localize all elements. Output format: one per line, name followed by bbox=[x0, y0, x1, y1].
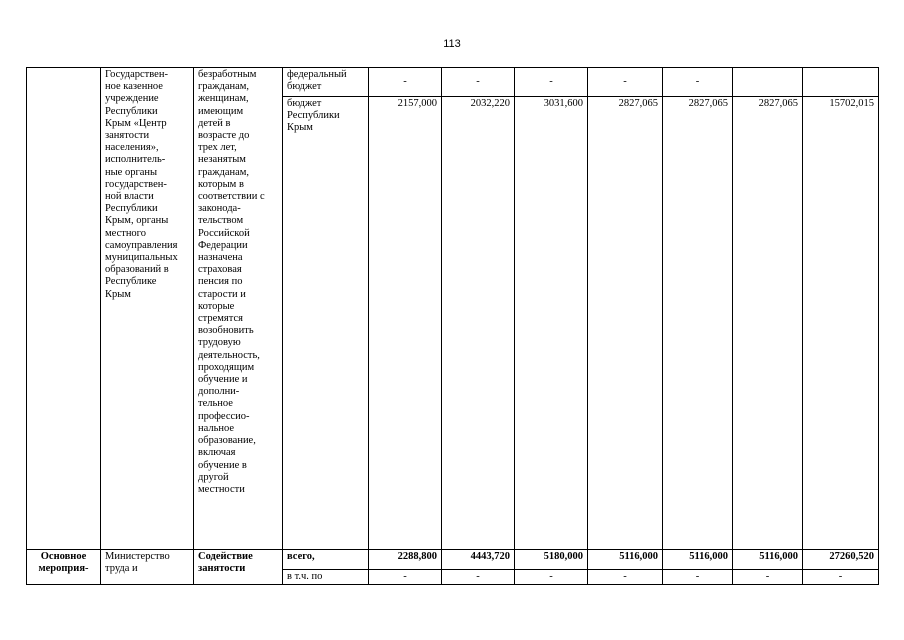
cell-value: - bbox=[663, 68, 733, 97]
cell-value: - bbox=[369, 68, 442, 97]
cell-source-including: в т.ч. по bbox=[283, 570, 369, 585]
cell-value: - bbox=[442, 68, 515, 97]
cell-value: 15702,015 bbox=[803, 97, 879, 550]
cell-value bbox=[803, 68, 879, 97]
cell-value: 2288,800 bbox=[369, 550, 442, 570]
cell-executor-2 bbox=[101, 550, 194, 585]
cell-executor bbox=[101, 68, 194, 550]
cell-source-federal bbox=[283, 68, 369, 97]
cell-value: - bbox=[733, 570, 803, 585]
row-total bbox=[27, 550, 879, 570]
cell-value: 2157,000 bbox=[369, 97, 442, 550]
cell-value: 2827,065 bbox=[663, 97, 733, 550]
cell-value: - bbox=[442, 570, 515, 585]
cell-value: 4443,720 bbox=[442, 550, 515, 570]
executor-2-text: Министерство труда и bbox=[105, 551, 170, 575]
page-number: 113 bbox=[443, 38, 461, 50]
cell-value bbox=[733, 68, 803, 97]
row-federal-budget bbox=[27, 68, 879, 97]
cell-value: 2032,220 bbox=[442, 97, 515, 550]
cell-value: 5116,000 bbox=[588, 550, 663, 570]
cell-measure bbox=[194, 68, 283, 550]
source-federal-text: федеральный бюджет bbox=[287, 69, 347, 93]
cell-main-event-label bbox=[27, 550, 101, 585]
cell-value: - bbox=[515, 570, 588, 585]
cell-value: 5116,000 bbox=[733, 550, 803, 570]
main-event-label: Основное мероприя- bbox=[38, 551, 89, 575]
cell-value: 3031,600 bbox=[515, 97, 588, 550]
cell-value: 2827,065 bbox=[733, 97, 803, 550]
cell-value: 27260,520 bbox=[803, 550, 879, 570]
measure-text: безработным гражданам, женщинам, имеющим детей в возрасте до трех лет, незанятым гражданам, которым в соответствии с законода- тельством Российской Федерации назначена страховая пенсия по старости и которые стремятся возобновить трудовую деятельность, проходящим обучение и дополни- тельное профессио- нальное образование, включая обучение в другой местности bbox=[198, 69, 265, 495]
cell-value: - bbox=[663, 570, 733, 585]
measure-2-text: Содействие занятости bbox=[198, 551, 253, 575]
cell-value: - bbox=[803, 570, 879, 585]
cell-value: - bbox=[588, 68, 663, 97]
cell-measure-2 bbox=[194, 550, 283, 585]
cell-main-event-empty bbox=[27, 68, 101, 550]
cell-source-total: всего, bbox=[283, 550, 369, 570]
budget-table bbox=[26, 67, 879, 585]
cell-value: - bbox=[588, 570, 663, 585]
cell-value: - bbox=[515, 68, 588, 97]
cell-value: - bbox=[369, 570, 442, 585]
cell-value: 5180,000 bbox=[515, 550, 588, 570]
source-republic-text: бюджет Республики Крым bbox=[287, 98, 340, 134]
cell-value: 2827,065 bbox=[588, 97, 663, 550]
cell-source-republic bbox=[283, 97, 369, 550]
executor-text: Государствен- ное казенное учреждение Республики Крым «Центр занятости населения», исполнитель- ные органы государствен- ной власти Республики Крым, органы местного самоуправления муниципальных образований в Республике Крым bbox=[105, 69, 178, 300]
cell-value: 5116,000 bbox=[663, 550, 733, 570]
